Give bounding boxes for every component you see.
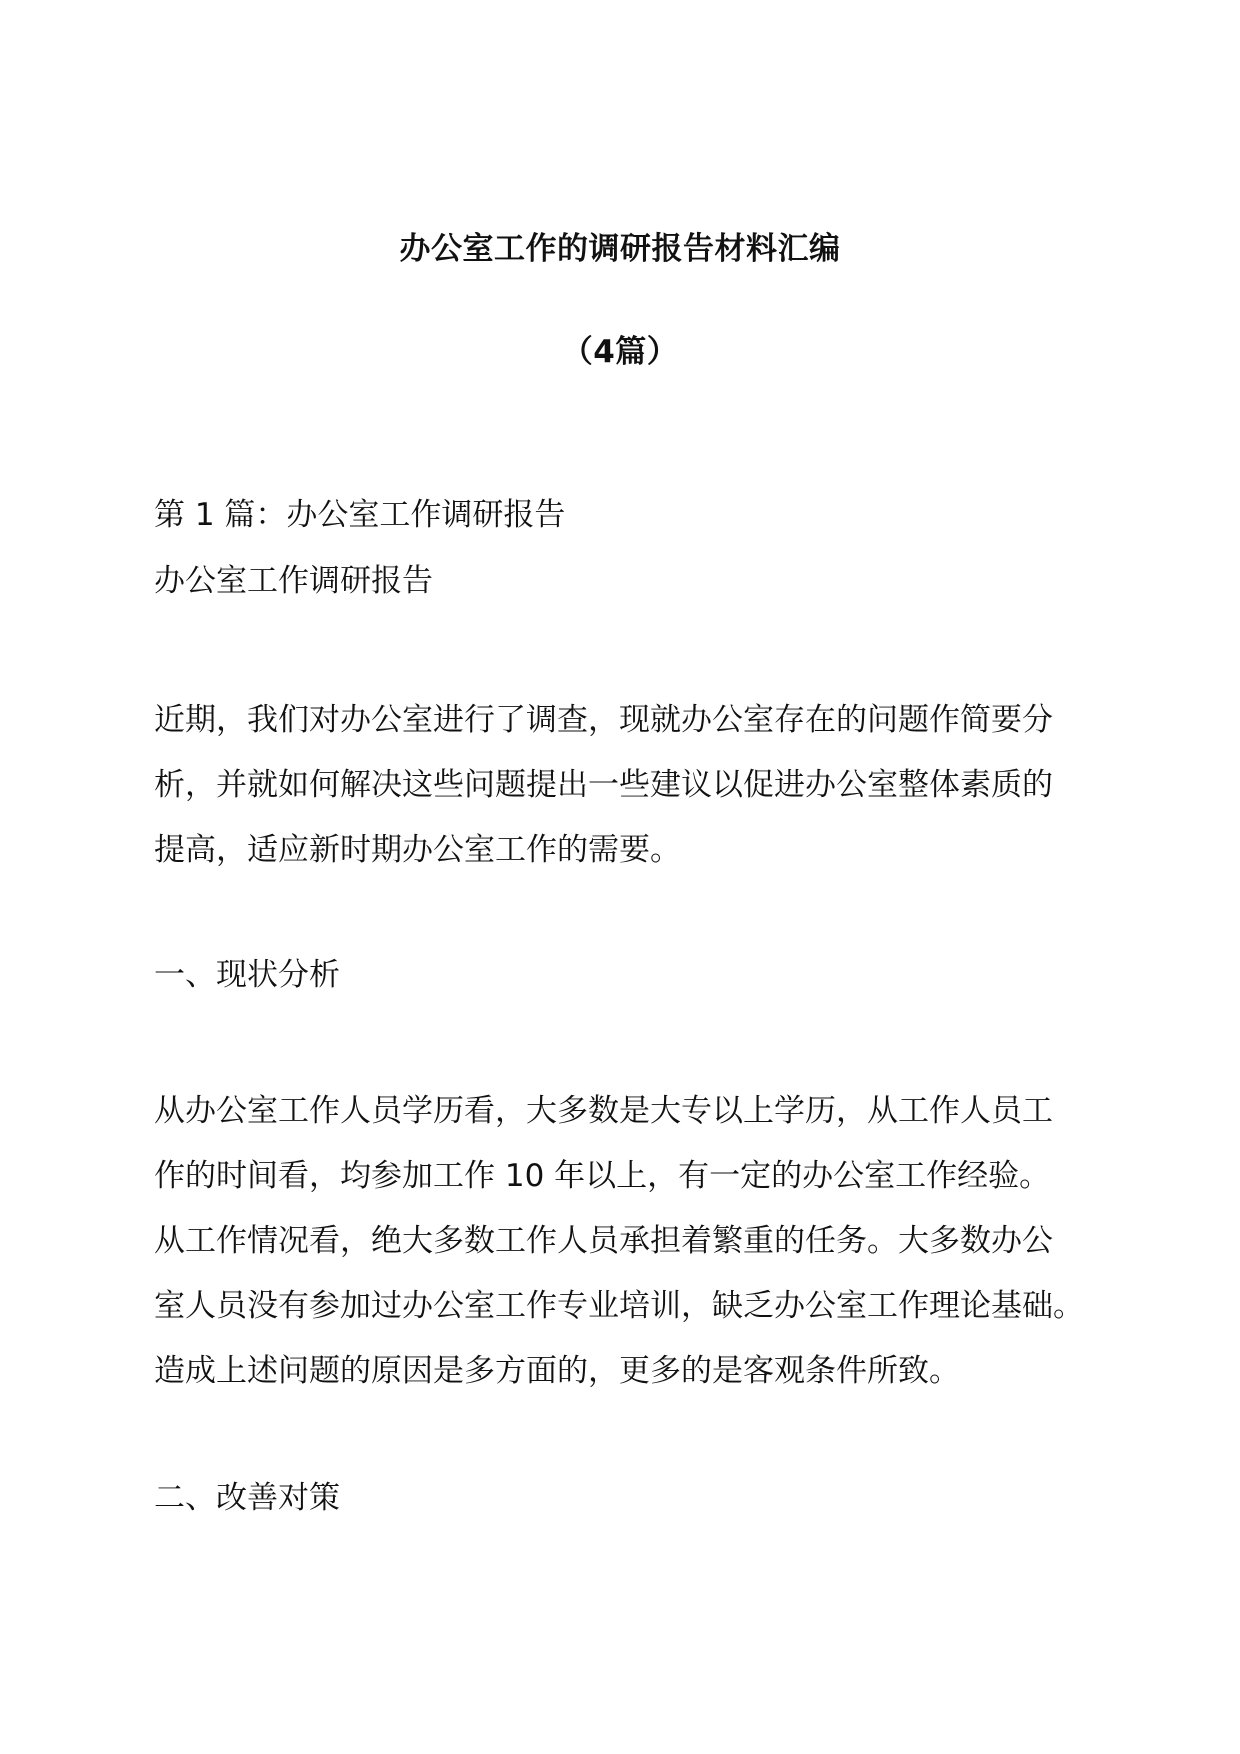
document-title: 办公室工作的调研报告材料汇编	[399, 231, 841, 267]
chapter-heading: 第 1 篇：办公室工作调研报告	[154, 497, 566, 533]
paragraph-line: 提高，适应新时期办公室工作的需要。	[154, 832, 681, 868]
analysis-paragraph	[154, 1079, 1094, 1404]
paragraph-line: 近期，我们对办公室进行了调查，现就办公室存在的问题作简要分	[154, 702, 1053, 738]
intro-paragraph	[154, 688, 1094, 883]
paragraph-line: 析，并就如何解决这些问题提出一些建议以促进办公室整体素质的	[154, 767, 1053, 803]
section-heading-analysis: 一、现状分析	[154, 957, 340, 993]
paragraph-line: 从工作情况看，绝大多数工作人员承担着繁重的任务。大多数办公	[154, 1223, 1053, 1259]
paragraph-line: 从办公室工作人员学历看，大多数是大专以上学历，从工作人员工	[154, 1093, 1053, 1129]
document-subtitle: （4篇）	[561, 334, 679, 370]
paragraph-line: 作的时间看，均参加工作 10 年以上，有一定的办公室工作经验。	[154, 1158, 1051, 1194]
report-title: 办公室工作调研报告	[154, 563, 433, 599]
paragraph-line: 造成上述问题的原因是多方面的，更多的是客观条件所致。	[154, 1353, 960, 1389]
section-heading-countermeasures: 二、改善对策	[154, 1480, 340, 1516]
paragraph-line: 室人员没有参加过办公室工作专业培训，缺乏办公室工作理论基础。	[154, 1288, 1084, 1324]
